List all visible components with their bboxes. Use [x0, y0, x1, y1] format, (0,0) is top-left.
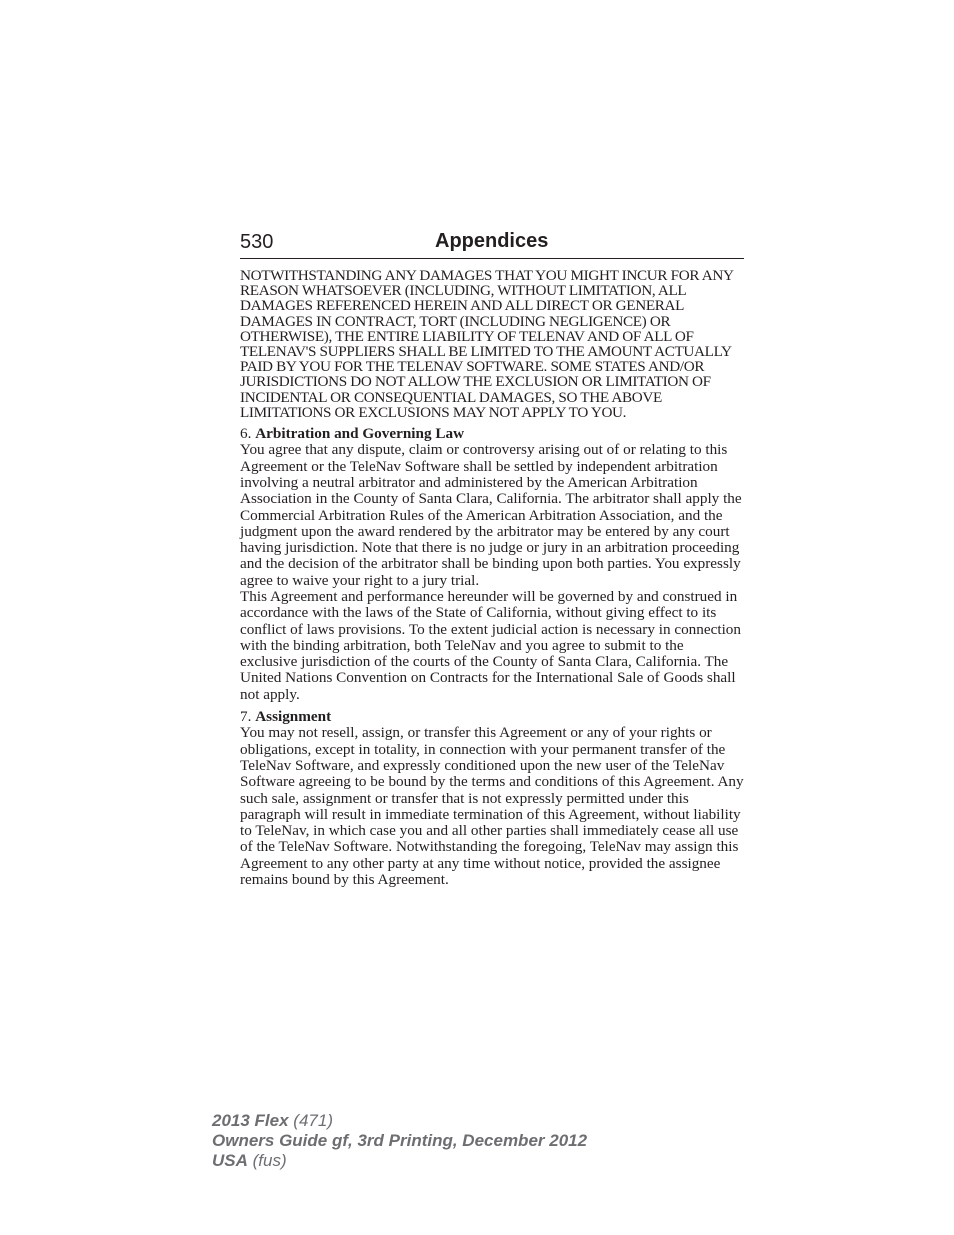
footer-region: USA [212, 1151, 248, 1170]
section-7-heading [240, 709, 744, 725]
section-7-number: 7. [240, 708, 252, 726]
section-7-title: Assignment [255, 708, 332, 726]
footer-model-code: (471) [293, 1111, 333, 1130]
section-title: Appendices [435, 230, 549, 252]
page-content [240, 268, 744, 888]
governing-law-paragraph: This Agreement and performance hereunder will be governed by and construed in accordance with the laws of the State of California, without giving effect to its conflict of laws provisions. To the extent judicial action is necessary in connection with the binding arbitration, both TeleNav and you agree to submit to the exclusive jurisdiction of the courts of the County of Santa Clara, California. The United Nations Convention on Contracts for the International Sale of Goods shall not apply. [240, 588, 741, 703]
assignment-paragraph: You may not resell, assign, or transfer this Agreement or any of your rights or obligations, except in totality, in connection with your permanent transfer of the TeleNav Software, and expressly conditioned upon the new user of the TeleNav Software agreeing to be bound by the terms and conditions of this Agreement. Any such sale, assignment or transfer that is not expressly permitted under this paragraph will result in immediate termination of this Agreement, without liability to TeleNav, in which case you and all other parties shall immediately cease all use of the TeleNav Software. Notwithstanding the foregoing, TeleNav may assign this Agreement to any other party at any time without notice, provided the assignee remains bound by this Agreement. [240, 724, 744, 889]
footer-region-line [212, 1151, 587, 1171]
footer-model: 2013 Flex [212, 1111, 289, 1130]
page-footer [212, 1111, 587, 1171]
footer-guide-line: Owners Guide gf, 3rd Printing, December 2012 [212, 1131, 588, 1150]
arbitration-paragraph: You agree that any dispute, claim or controversy arising out of or relating to this Agreement or the TeleNav Software shall be settled by independent arbitration involving a neutral arbitrator and administered by the American Arbitration Association in the County of Santa Clara, California. The arbitrator shall apply the Commercial Arbitration Rules of the American Arbitration Association, and the judgment upon the award rendered by the arbitrator may be entered by any court having jurisdiction. Note that there is no judge or jury in an arbitration proceeding and the decision of the arbitrator shall be binding upon both parties. You expressly agree to waive your right to a jury trial. [240, 441, 742, 589]
liability-limitation-paragraph: NOTWITHSTANDING ANY DAMAGES THAT YOU MIGHT INCUR FOR ANY REASON WHATSOEVER (INCLUDING, WITHOUT LIMITATION, ALL DAMAGES REFERENCED HEREIN AND ALL DIRECT OR GENERAL DAMAGES IN CONTRACT, TORT (INCLUDING NEGLIGENCE) OR OTHERWISE), THE ENTIRE LIABILITY OF TELENAV AND OF ALL OF TELENAV'S SUPPLIERS SHALL BE LIMITED TO THE AMOUNT ACTUALLY PAID BY YOU FOR THE TELENAV SOFTWARE. SOME STATES AND/OR JURISDICTIONS DO NOT ALLOW THE EXCLUSION OR LIMITATION OF INCIDENTAL OR CONSEQUENTIAL DAMAGES, SO THE ABOVE LIMITATIONS OR EXCLUSIONS MAY NOT APPLY TO YOU. [240, 267, 734, 421]
section-6-number: 6. [240, 425, 252, 443]
section-6-heading [240, 426, 744, 442]
page-number: 530 [240, 231, 274, 253]
page-header [240, 228, 744, 259]
footer-model-line [212, 1111, 587, 1131]
section-6-title: Arbitration and Governing Law [255, 425, 465, 443]
footer-region-code: (fus) [252, 1151, 287, 1170]
